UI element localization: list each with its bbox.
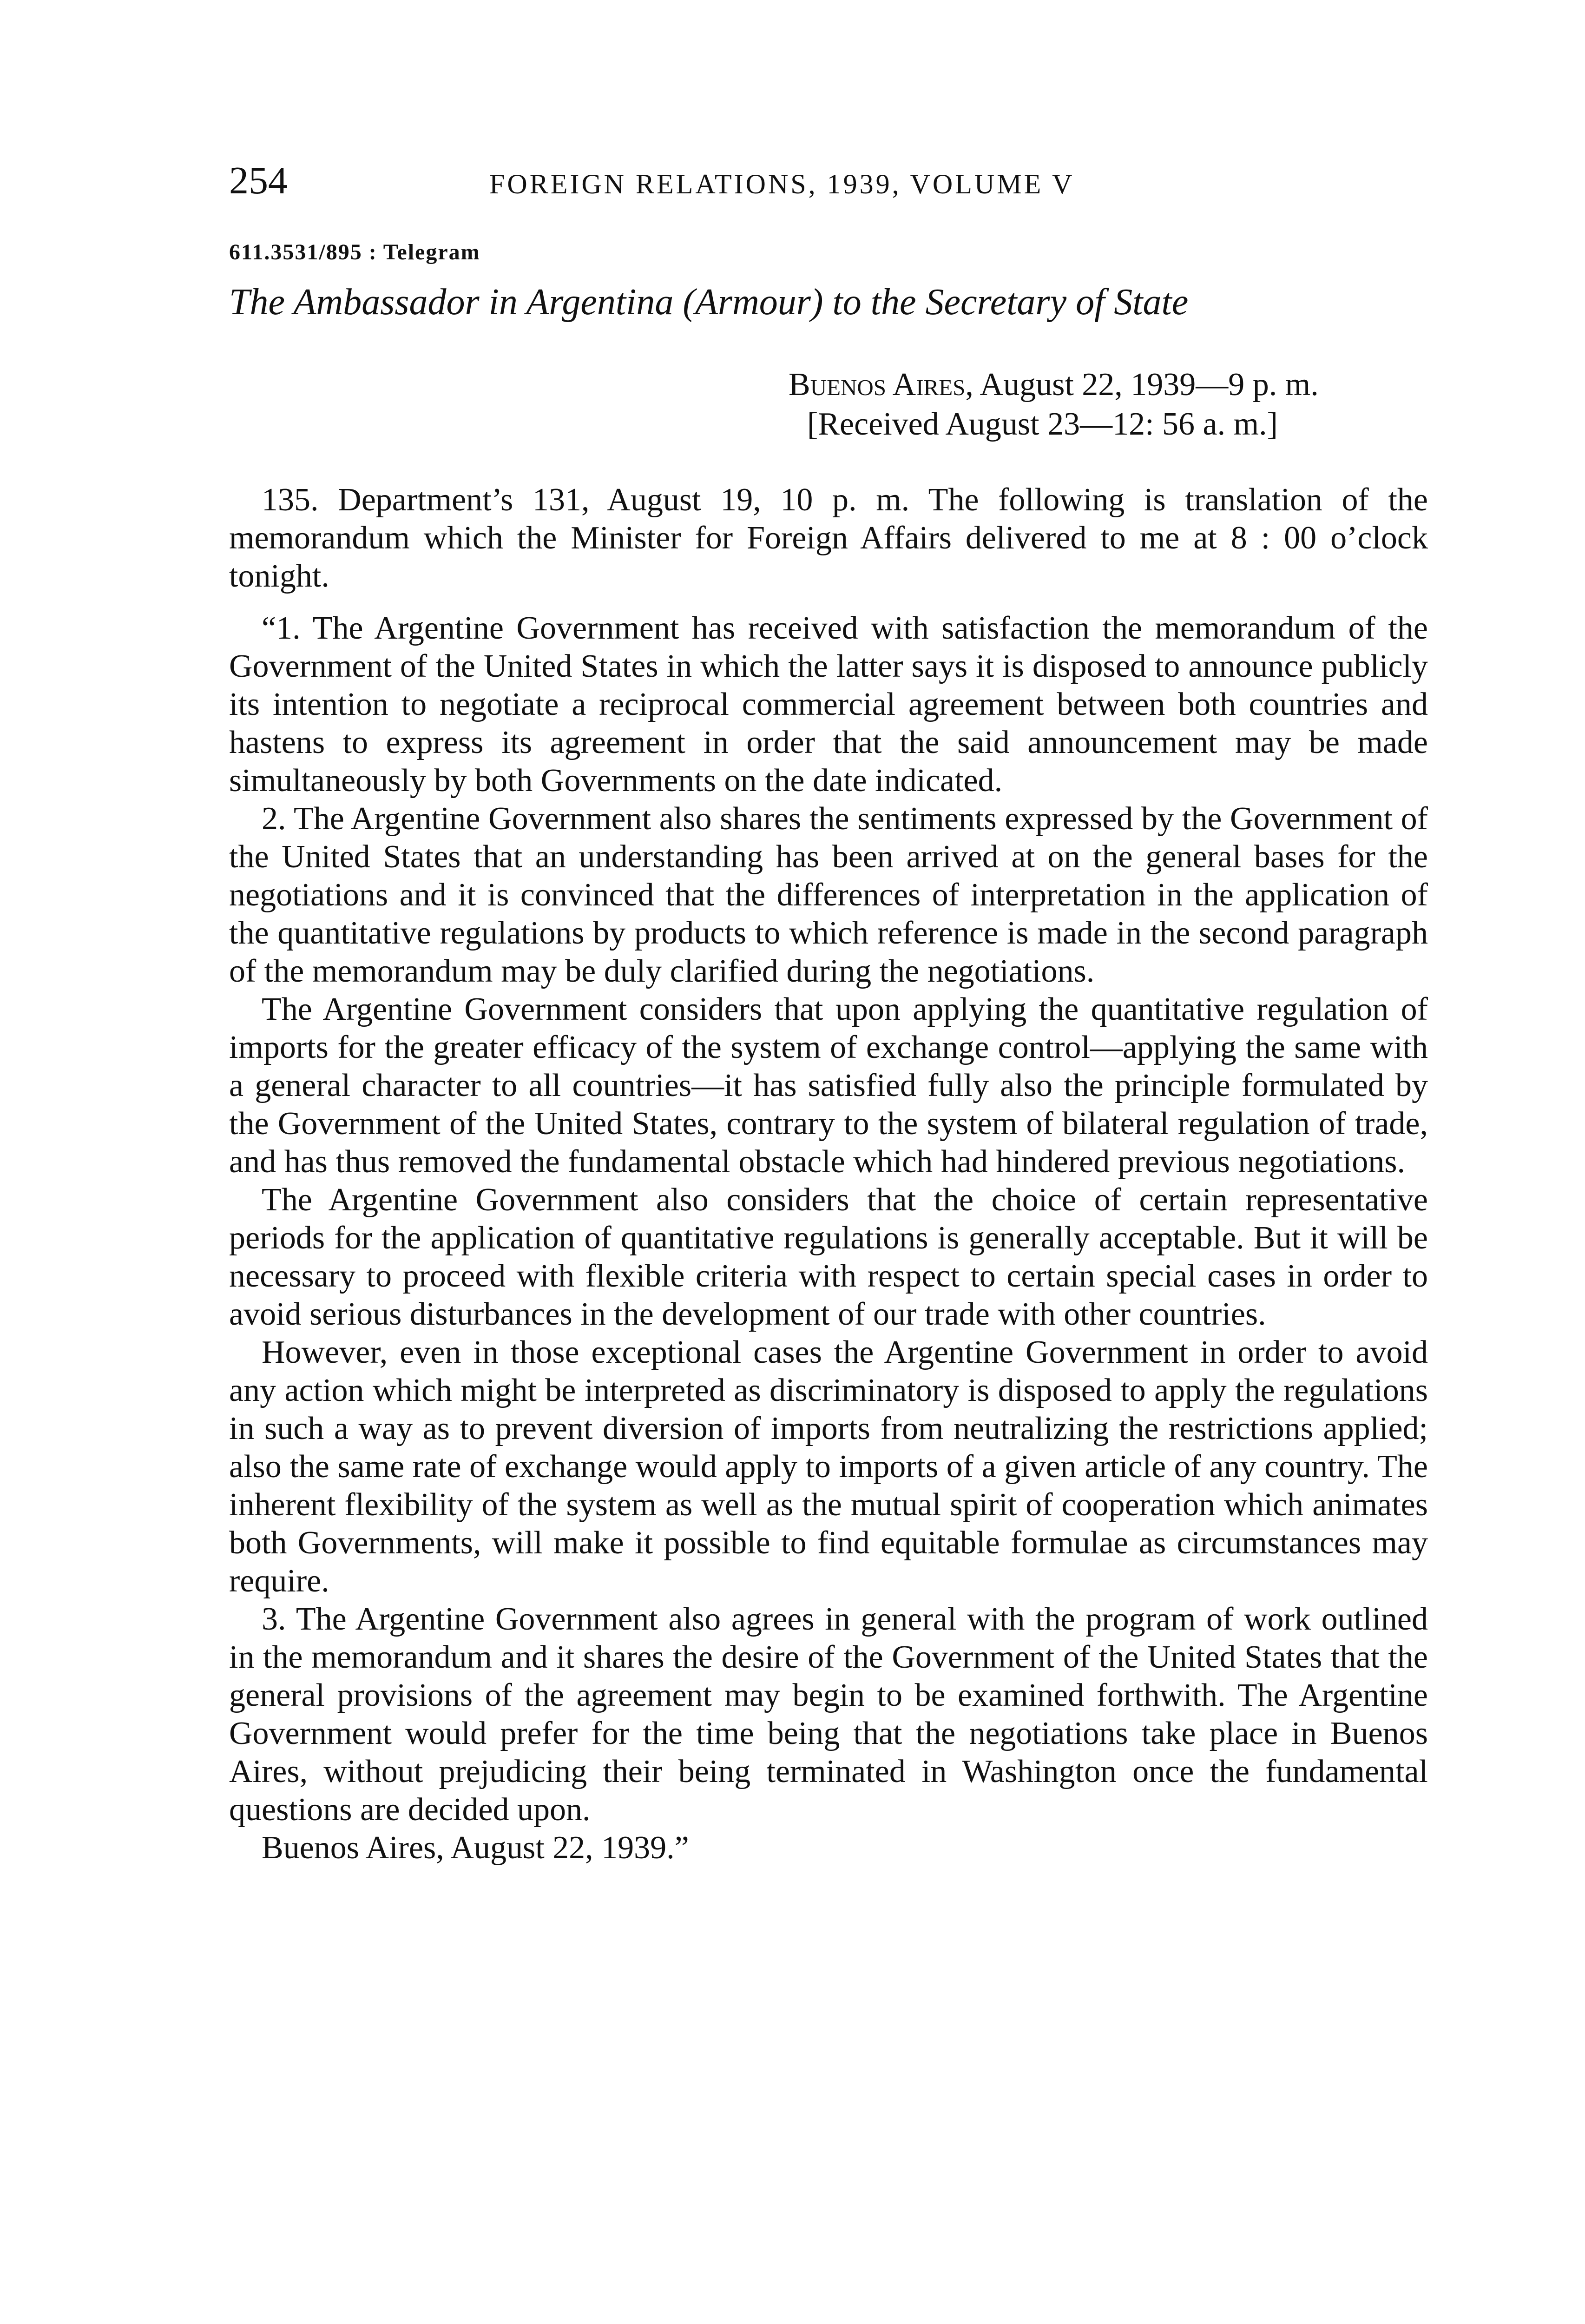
received-note: [Received August 23—12: 56 a. m.] (807, 406, 1278, 442)
telegram-body (229, 481, 1428, 1867)
paragraph-point-1: “1. The Argentine Government has received with satisfaction the memorandum of the Government of the United States in which the latter says it is disposed to announce publicly its intention to negotiate a reciprocal commercial agreement between both countries and hastens to express its agreement in order that the said announcement may be made simultaneously by both Governments on the date indicated. (229, 610, 1428, 799)
file-reference: 611.3531/895 : Telegram (229, 240, 480, 264)
dateline-place: Buenos Aires, (789, 367, 973, 403)
paragraph-signoff: Buenos Aires, August 22, 1939.” (262, 1830, 689, 1866)
paragraph-point-3: 3. The Argentine Government also agrees in general with the program of work outlined in the memorandum and it shares the desire of the Government of the United States that the general provisions of the agreement may begin to be examined forthwith. The Argentine Government would prefer for the time being that the negotiations take place in Buenos Aires, without prejudicing their being terminated in Washington once the fundamental questions are decided upon. (229, 1601, 1428, 1828)
running-header (229, 158, 1484, 203)
dateline-date: August 22, 1939—9 p. m. (980, 367, 1319, 403)
paragraph-exceptional-cases: However, even in those exceptional cases the Argentine Government in order to avoid any action which might be interpreted as discriminatory is disposed to apply the regulations in such a way as to prevent diversion of imports from neutralizing the restrictions applied; also the same rate of exchange would apply to imports of a given article of any country. The inherent flexibility of the system as well as the mutual spirit of cooperation which animates both Governments, will make it possible to find equitable formulae as circumstances may require. (229, 1334, 1428, 1599)
paragraph-intro: 135. Department’s 131, August 19, 10 p. m. The following is translation of the memorandum which the Minister for Foreign Affairs delivered to me at 8 : 00 o’clock tonight. (229, 482, 1428, 594)
dateline (789, 365, 1319, 444)
journal-title: FOREIGN RELATIONS, 1939, VOLUME V (489, 169, 1075, 199)
paragraph-representative-periods: The Argentine Government also considers that the choice of certain representative periods for the application of quantitative regulations is generally acceptable. But it will be necessary to proceed with flexible criteria with respect to certain special cases in order to avoid serious disturbances in the development of our trade with other countries. (229, 1182, 1428, 1332)
page-number: 254 (229, 159, 288, 202)
paragraph-exchange-control: The Argentine Government considers that upon applying the quantitative regulation of imports for the greater efficacy of the system of exchange control—applying the same with a general character to all countries—it has satisfied fully also the principle formulated by the Government of the United States, contrary to the system of bilateral regulation of trade, and has thus removed the fundamental obstacle which had hindered previous negotiations. (229, 991, 1428, 1180)
document-title: The Ambassador in Argentina (Armour) to the Secretary of State (229, 282, 1189, 323)
dateline-sent (789, 365, 1319, 404)
paragraph-point-2: 2. The Argentine Government also shares the sentiments expressed by the Government of the United States that an understanding has been arrived at on the general bases for the negotiations and it is convinced that the differences of interpretation in the application of the quantitative regulations by products to which reference is made in the second paragraph of the memorandum may be duly clarified during the negotiations. (229, 801, 1428, 989)
